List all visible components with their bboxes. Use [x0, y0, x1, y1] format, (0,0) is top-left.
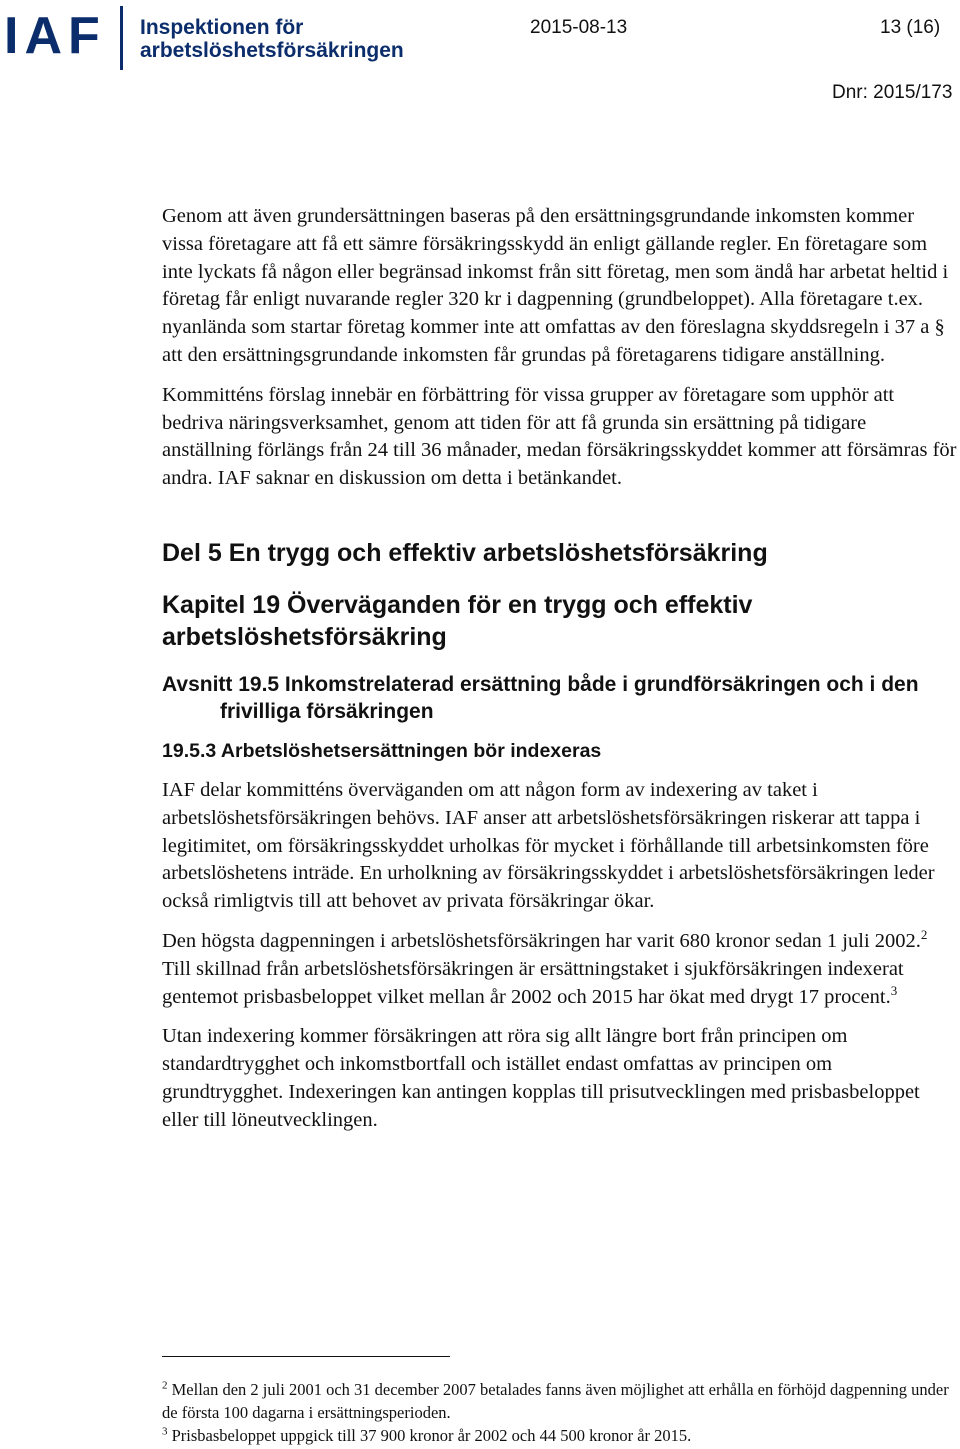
- paragraph-1: Genom att även grundersättningen baseras på den ersättningsgrundande inkomsten kommer vissa företagare att få ett sämre försäkringsskydd än enligt gällande regler. En företagare som inte lyckats få någon eller begränsad inkomst från sitt företag, men som ändå har arbetat heltid i företag får enligt nuvarande regler 320 kr i dagpenning (grundbeloppet). Alla företagare t.ex. nyanlända som startar företag kommer inte att omfattas av den föreslagna skyddsregeln i 37 a § att den ersättningsgrundande inkomsten får grundas på företagarens tidigare anställning.: [162, 205, 949, 366]
- document-reference: Dnr: 2015/173: [832, 82, 953, 103]
- part-heading: Del 5 En trygg och effektiv arbetslöshetsförsäkring: [162, 538, 768, 567]
- footnote-separator: [162, 1356, 450, 1357]
- footnote-number: 2: [162, 1379, 168, 1392]
- page-number: 13 (16): [880, 17, 941, 38]
- paragraph-2: Kommitténs förslag innebär en förbättring för vissa grupper av företagare som upphör att bedriva näringsverksamhet, genom att tiden för att få grunda sin ersättning på tidigare anställning förlängs från 24 till 36 månader, medan försäkringsskyddet kommer att försämras för andra. IAF saknar en diskussion om detta i betänkandet.: [162, 383, 957, 490]
- page-header: [0, 0, 960, 110]
- footnotes: [162, 1378, 958, 1447]
- footnote-number: 3: [162, 1425, 168, 1438]
- logo-name: [140, 16, 404, 62]
- footnote: [162, 1424, 958, 1447]
- paragraph-5: Utan indexering kommer försäkringen att röra sig allt längre bort från principen om standardtrygghet och inkomstbortfall och istället endast omfattas av principen om grundtrygghet. Indexeringen kan antingen kopplas till prisutvecklingen med prisbasbeloppet eller till löneutvecklingen.: [162, 1025, 920, 1131]
- footnote-ref-2[interactable]: 2: [920, 927, 928, 943]
- iaf-logo: [4, 2, 404, 74]
- footnote-ref-3[interactable]: 3: [890, 982, 898, 998]
- section-heading: Avsnitt 19.5 Inkomstrelaterad ersättning både i grundförsäkringen och i den frivilliga försäkringen: [162, 672, 919, 723]
- logo-letters: IAF: [4, 7, 106, 65]
- logo-name-line1: Inspektionen för: [140, 16, 304, 39]
- document-date: 2015-08-13: [530, 17, 628, 38]
- footnote-text: Mellan den 2 juli 2001 och 31 december 2007 betalades fanns även möjlighet att erhålla en förhöjd dagpenning under de första 100 dagarna i ersättningsperioden.: [162, 1380, 949, 1422]
- paragraph-4-part-a: Den högsta dagpenningen i arbetslöshetsförsäkringen har varit 680 kronor sedan 1 juli 2002.: [162, 929, 921, 952]
- paragraph-4: [162, 928, 958, 1011]
- logo-name-line2: arbetslöshetsförsäkringen: [140, 39, 404, 62]
- paragraph-4-part-b: Till skillnad från arbetslöshetsförsäkringen är ersättningstaket i sjukförsäkringen indexerat gentemot prisbasbeloppet vilket mellan år 2002 och 2015 har ökat med drygt 17 procent.: [162, 957, 904, 1008]
- document-body: [162, 203, 958, 1147]
- footnote-text: Prisbasbeloppet uppgick till 37 900 kronor år 2002 och 44 500 kronor år 2015.: [171, 1426, 692, 1445]
- logo-divider: [120, 6, 123, 70]
- subsection-heading: 19.5.3 Arbetslöshetsersättningen bör indexeras: [162, 739, 602, 762]
- chapter-heading: Kapitel 19 Överväganden för en trygg och effektiv arbetslöshetsförsäkring: [162, 590, 753, 651]
- paragraph-3: IAF delar kommitténs överväganden om att någon form av indexering av taket i arbetslöshetsförsäkringen behövs. IAF anser att arbetslöshetsförsäkringen riskerar att tappa i legitimitet, om försäkringsskyddet urholkas för mycket i förhållande till arbetsinkomsten före arbetslöshetens inträde. En urholkning av försäkringsskyddet i arbetslöshetsförsäkringen leder också rimligtvis till att behovet av privata försäkringar ökar.: [162, 778, 935, 913]
- footnote: [162, 1378, 958, 1424]
